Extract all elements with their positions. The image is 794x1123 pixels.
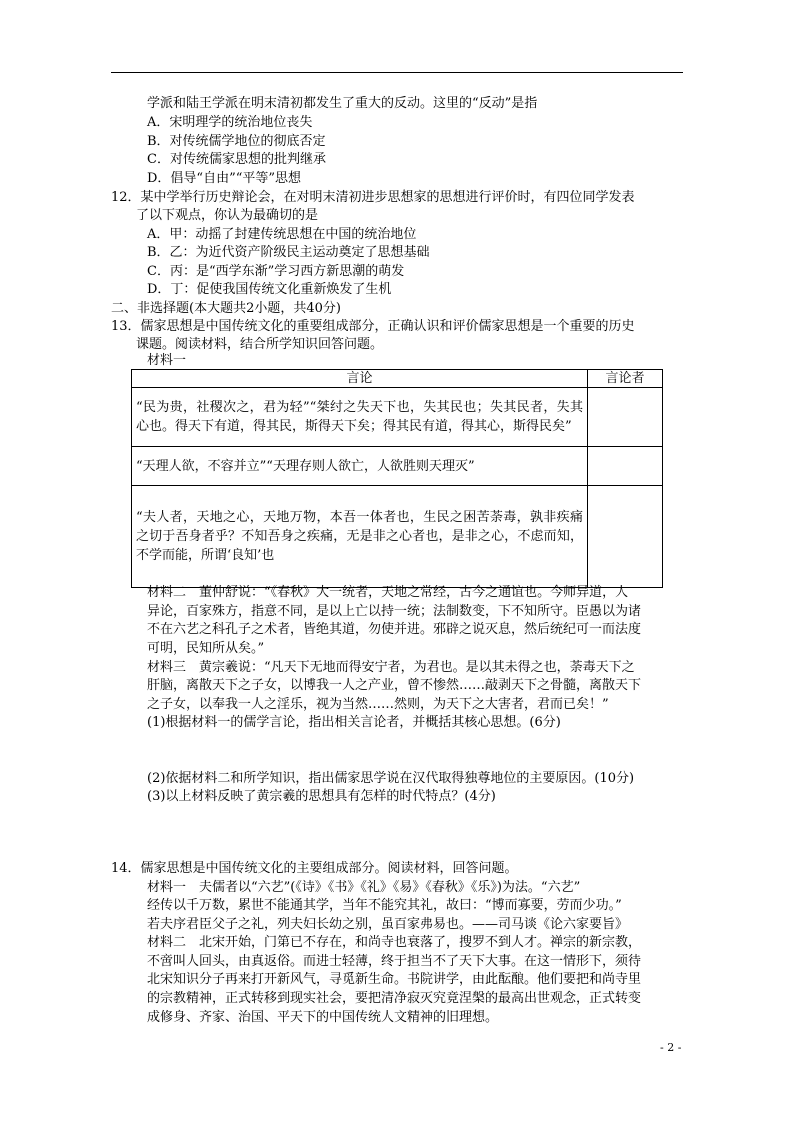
question-13: 13．儒家思想是中国传统文化的重要组成部分，正确认识和评价儒家思想是一个重要的历史 [111,319,635,334]
sub-question-2: (2)依据材料二和所学知识，指出儒家思学说在汉代取得独尊地位的主要原因。(10分) [147,771,635,786]
sub-question-1: (1)根据材料一的儒学言论，指出相关言论者，并概括其核心思想。(6分) [147,715,561,730]
column-header: 言论 [132,370,588,388]
table-header-row [132,370,663,388]
option-d: D．倡导“自由”“平等”思想 [147,171,302,186]
column-header: 言论者 [588,370,663,388]
speaker-cell [588,447,663,486]
text-line: 若夫序君臣父子之礼，列夫妇长幼之别，虽百家弗易也。——司马谈《论六家要旨》 [147,917,629,932]
quote-cell: “夫人者，天地之心，天地万物，本吾一体者也，生民之困苦荼毒，孰非疾痛之切于吾身者乎？不知吾身之疾痛，无是非之心者也，是非之心，不虑而知，不学而能，所谓‘良知’也 [132,486,588,588]
text-line: 了以下观点，你认为最确切的是 [136,208,319,223]
option-c: C．丙：是“西学东渐”学习西方新思潮的萌发 [147,264,405,279]
material-1: 材料一 夫儒者以“六艺”(《诗》《书》《礼》《易》《春秋》《乐》)为法。“六艺” [147,880,581,895]
text-line: 可明，民知所从矣。” [147,641,265,656]
text-line: 学派和陆王学派在明末清初都发生了重大的反动。这里的“反动”是指 [147,96,538,111]
option-d: D．丁：促使我国传统文化重新焕发了生机 [147,282,392,297]
option-a: A．甲：动摇了封建传统思想在中国的统治地位 [147,227,417,242]
text-line: 不啻叫人回头，由真返俗。而进士轻薄，终于担当不了天下大事。在这一情形下，须待 [147,954,642,969]
text-line: 之子女，以奉我一人之淫乐，视为当然……然则，为天下之大害者，君而已矣！” [147,697,609,712]
text-line: 异论，百家殊方，指意不同，是以上亡以持一统；法制数变，下不知所守。臣愚以为诸 [147,604,642,619]
page-number: - 2 - [660,1041,682,1054]
speaker-cell [588,486,663,588]
text-line: 不在六艺之科孔子之术者，皆绝其道，勿使并进。邪辟之说灭息，然后统纪可一而法度 [147,622,642,637]
table-row [132,388,663,447]
question-12: 12．某中学举行历史辩论会，在对明末清初进步思想家的思想进行评价时，有四位同学发表 [111,190,635,205]
material-2: 材料二 董仲舒说：“《春秋》大一统者，天地之常经，古今之通谊也。今师异道，人 [147,585,629,600]
text-line: 经传以千万数，累世不能通其学，当年不能究其礼，故曰：“博而寡要，劳而少功。” [147,898,622,913]
table-row [132,447,663,486]
quotes-table [131,369,663,588]
text-line: 肝脑，离散天下之子女，以博我一人之产业，曾不惨然……敲剥天下之骨髓，离散天下 [147,678,642,693]
sub-question-3: (3)以上材料反映了黄宗羲的思想具有怎样的时代特点？(4分) [147,789,496,804]
option-b: B．乙：为近代资产阶级民主运动奠定了思想基础 [147,245,430,260]
text-line: 的宗教精神，正式转移到现实社会，要把清净寂灭究竟涅槃的最高出世观念，正式转变 [147,991,642,1006]
text-line: 课题。阅读材料，结合所学知识回答问题。 [136,337,384,352]
speaker-cell [588,388,663,447]
option-a: A．宋明理学的统治地位丧失 [147,115,313,130]
material-label: 材料一 [147,353,187,368]
quote-cell: “天理人欲，不容并立”“天理存则人欲亡，人欲胜则天理灭” [132,447,588,486]
table-row [132,486,663,588]
material-2: 材料二 北宋开始，门第已不存在，和尚寺也衰落了，搜罗不到人才。禅宗的新宗教， [147,935,642,950]
question-14: 14．儒家思想是中国传统文化的主要组成部分。阅读材料，回答问题。 [111,861,518,876]
section-heading: 二、非选择题(本大题共2小题，共40分) [111,301,341,316]
text-line: 成修身、齐家、治国、平天下的中国传统人文精神的旧理想。 [147,1010,499,1025]
option-b: B．对传统儒学地位的彻底否定 [147,134,326,149]
material-3: 材料三 黄宗羲说：“凡天下无地而得安宁者，为君也。是以其未得之也，荼毒天下之 [147,660,635,675]
header-rule [111,72,683,73]
text-line: 北宋知识分子再来打开新风气，寻觅新生命。书院讲学，由此酝酿。他们要把和尚寺里 [147,972,642,987]
option-c: C．对传统儒家思想的批判继承 [147,152,326,167]
quote-cell: “民为贵，社稷次之，君为轻”“桀纣之失天下也，失其民也；失其民者，失其心也。得天下有道，得其民，斯得天下矣；得其民有道，得其心，斯得民矣” [132,388,588,447]
